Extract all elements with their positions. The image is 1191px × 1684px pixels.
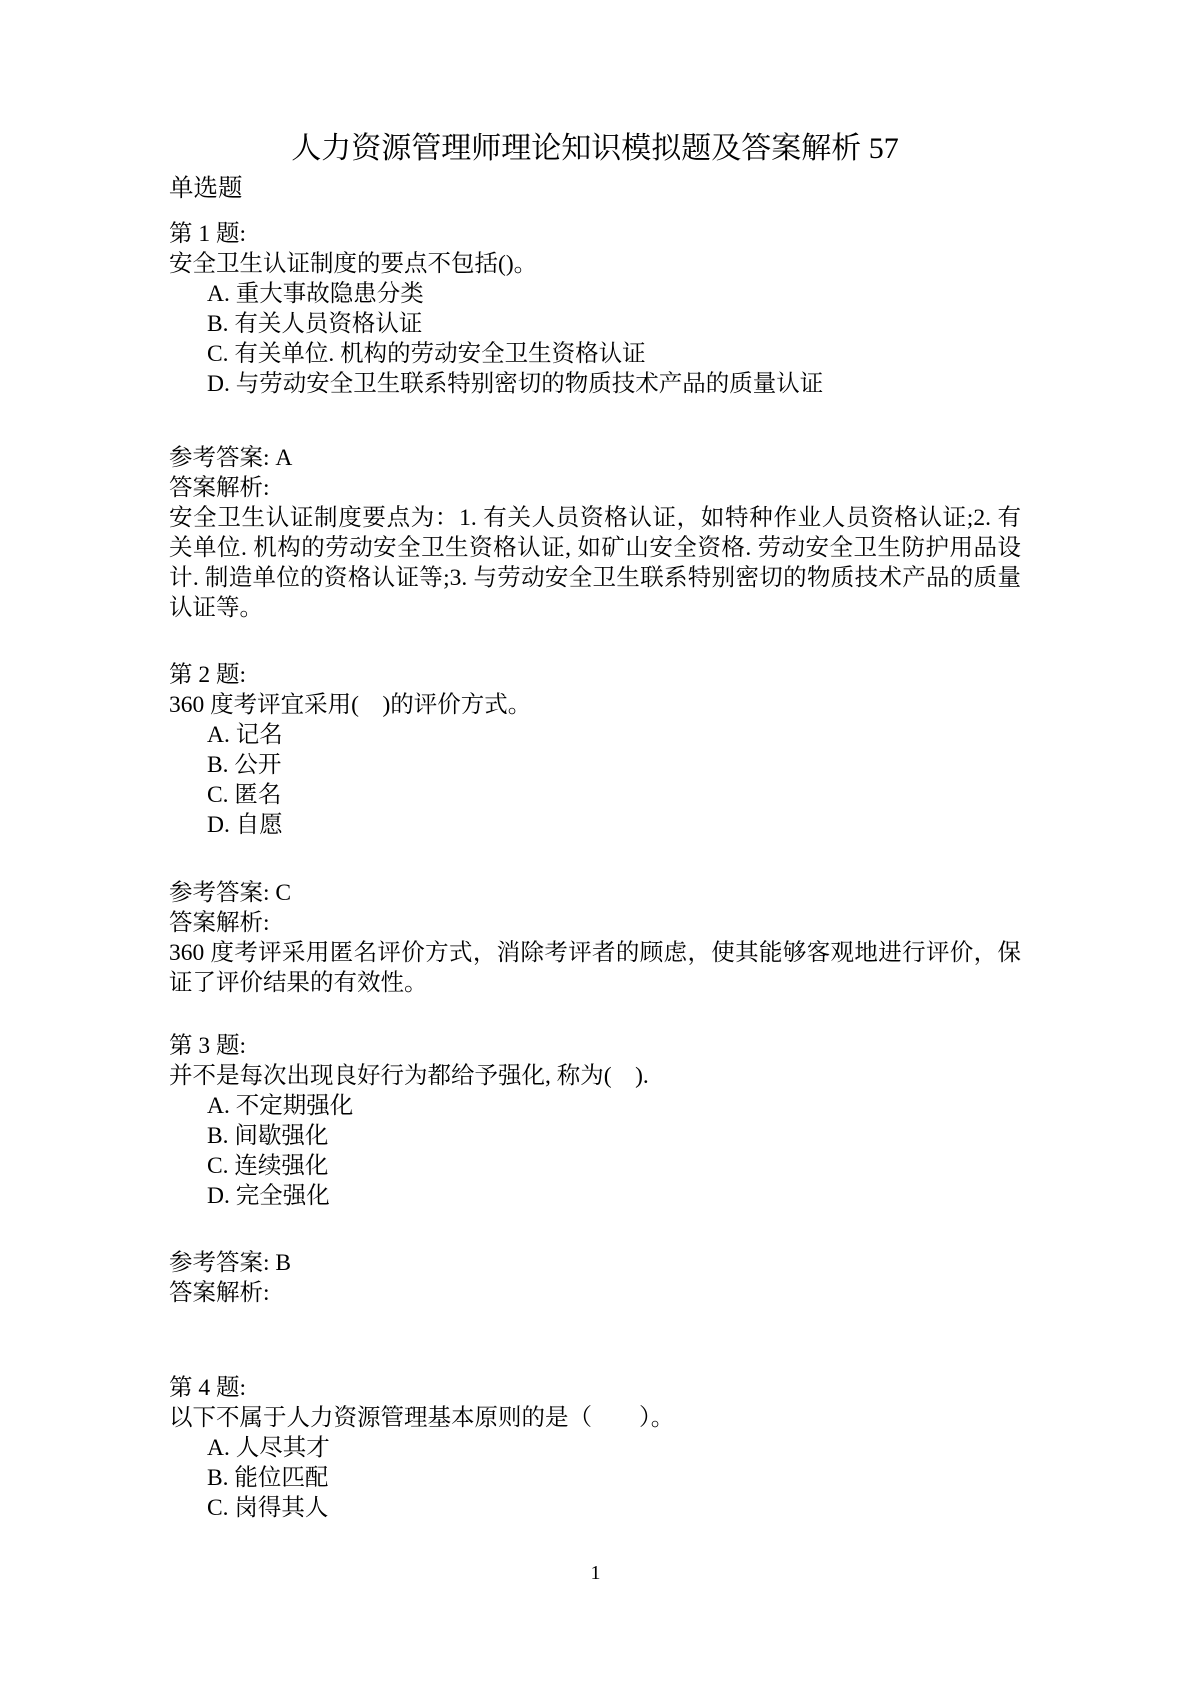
question-2-reference-answer: 参考答案: C (169, 880, 292, 906)
question-2-option-c: C. 匿名 (207, 782, 282, 808)
question-3-option-c: C. 连续强化 (207, 1153, 329, 1179)
question-3-reference-answer: 参考答案: B (169, 1250, 292, 1276)
question-4 (169, 1373, 1021, 1523)
question-4-option-b: B. 能位匹配 (207, 1465, 329, 1491)
question-1-number: 第 1 题: (169, 221, 247, 247)
question-2-analysis-text: 360 度考评采用匿名评价方式，消除考评者的顾虑，使其能够客观地进行评价，保证了评价结果的有效性。 (169, 940, 1021, 996)
question-4-option-c: C. 岗得其人 (207, 1495, 329, 1521)
spacer (169, 399, 1021, 443)
question-3-option-a: A. 不定期强化 (207, 1093, 354, 1119)
question-4-stem: 以下不属于人力资源管理基本原则的是（ ）。 (169, 1405, 675, 1431)
question-3-analysis-label: 答案解析: (169, 1280, 270, 1306)
question-1-option-a: A. 重大事故隐患分类 (207, 281, 424, 307)
spacer (169, 840, 1021, 878)
spacer (169, 1211, 1021, 1248)
question-2-option-b: B. 公开 (207, 752, 282, 778)
question-3-option-d: D. 完全强化 (207, 1183, 330, 1209)
question-1-reference-answer: 参考答案: A (169, 445, 293, 471)
question-1-option-d: D. 与劳动安全卫生联系特别密切的物质技术产品的质量认证 (207, 371, 824, 397)
question-3-stem: 并不是每次出现良好行为都给予强化, 称为( ). (169, 1063, 649, 1089)
question-4-number: 第 4 题: (169, 1375, 247, 1401)
question-2-stem: 360 度考评宜采用( )的评价方式。 (169, 692, 532, 718)
document-title: 人力资源管理师理论知识模拟题及答案解析 57 (291, 132, 899, 165)
question-2-analysis-label: 答案解析: (169, 910, 270, 936)
question-3-option-b: B. 间歇强化 (207, 1123, 329, 1149)
page-number: 1 (590, 1562, 601, 1584)
question-4-option-a: A. 人尽其才 (207, 1435, 330, 1461)
question-1-option-c: C. 有关单位. 机构的劳动安全卫生资格认证 (207, 341, 646, 367)
question-2-option-a: A. 记名 (207, 722, 283, 748)
question-1-analysis-text: 安全卫生认证制度要点为：1. 有关人员资格认证，如特种作业人员资格认证;2. 有关单位. 机构的劳动安全卫生资格认证, 如矿山安全资格. 劳动安全卫生防护用品设计. 制造单位的资格认证等;3. 与劳动安全卫生联系特别密切的物质技术产品的质量认证等。 (169, 505, 1021, 621)
question-3 (169, 1031, 1021, 1308)
question-1-option-b: B. 有关人员资格认证 (207, 311, 423, 337)
question-2-number: 第 2 题: (169, 662, 247, 688)
section-heading: 单选题 (169, 175, 243, 202)
question-1-analysis-label: 答案解析: (169, 475, 270, 501)
question-2-option-d: D. 自愿 (207, 812, 283, 838)
question-2 (169, 660, 1021, 998)
question-1 (169, 219, 1021, 623)
question-1-stem: 安全卫生认证制度的要点不包括()。 (169, 251, 538, 277)
question-3-number: 第 3 题: (169, 1033, 247, 1059)
